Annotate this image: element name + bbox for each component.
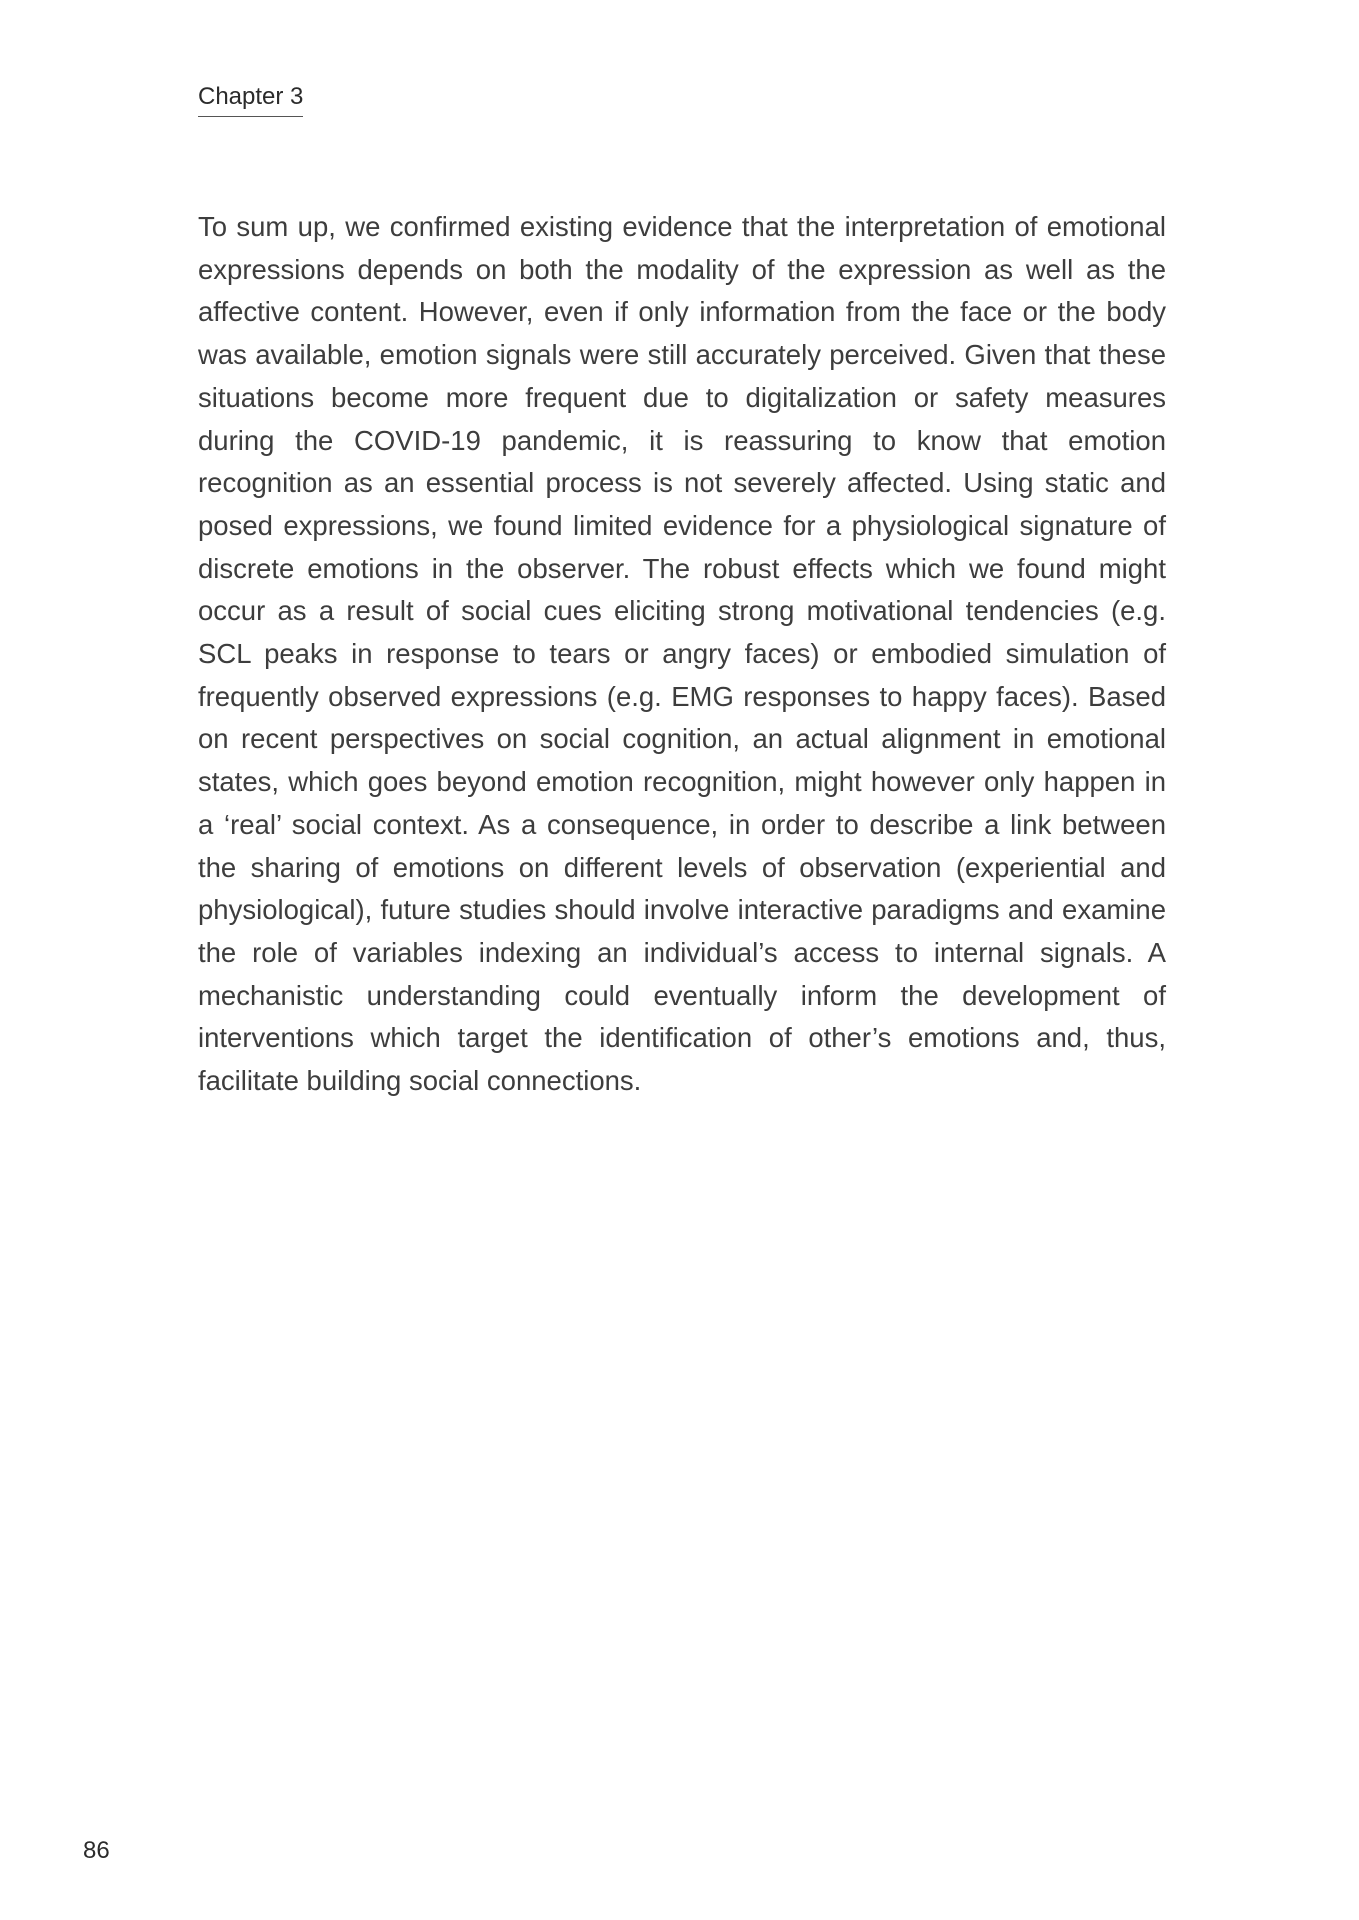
body-paragraph: To sum up, we confirmed existing evidence that the interpretation of emotional expressions depends on both the modality of the expression as well as the affective content. However, even if only information from the face or the body was available, emotion signals were still accurately perceived. Given that these situations become more frequent due to digitalization or safety measures during the COVID-19 pandemic, it is reassuring to know that emotion recognition as an essential process is not severely affected. Using static and posed expressions, we found limited evidence for a physiological signature of discrete emotions in the observer. The robust effects which we found might occur as a result of social cues eliciting strong motivational tendencies (e.g. SCL peaks in response to tears or angry faces) or embodied simulation of frequently observed expressions (e.g. EMG responses to happy faces). Based on recent perspectives on social cognition, an actual alignment in emotional states, which goes beyond emotion recognition, might however only happen in a ‘real’ social context. As a consequence, in order to describe a link between the sharing of emotions on different levels of observation (experiential and physiological), future studies should involve interactive paradigms and examine the role of variables indexing an individual’s access to internal signals. A mechanistic understanding could eventually inform the development of interventions which target the identification of other’s emotions and, thus, facilitate building social connections.: [198, 211, 1166, 1097]
running-header-chapter: Chapter 3: [198, 82, 303, 117]
page-number: 86: [83, 1837, 110, 1864]
